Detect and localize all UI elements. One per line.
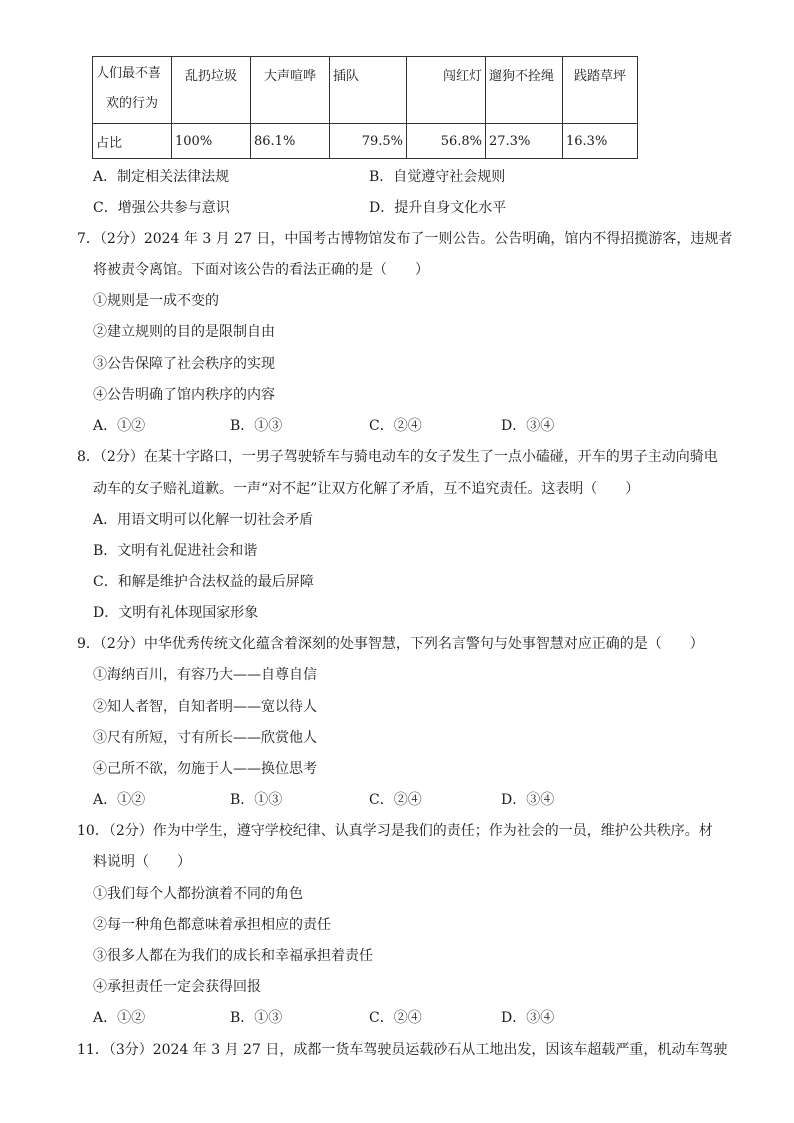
- q8-option-c[interactable]: C．和解是维护合法权益的最后屏障: [93, 574, 314, 590]
- q9-option-a[interactable]: A．①②: [93, 792, 146, 808]
- q10-item-2: ②每一种角色都意味着承担相应的责任: [93, 917, 331, 933]
- survey-table-container: [92, 56, 638, 159]
- q10-option-d[interactable]: D．③④: [501, 1010, 555, 1026]
- q8-stem-line2: 动车的女子赔礼道歉。一声“对不起”让双方化解了矛盾，互不追究责任。这表明（ ）: [93, 481, 640, 497]
- q11-stem-line1: 11．（3分）2024 年 3 月 27 日，成都一货车驾驶员运载砂石从工地出发，因该车超载严重，机动车驾驶: [77, 1042, 728, 1058]
- q9-option-b[interactable]: B．①③: [230, 792, 283, 808]
- q8-option-d[interactable]: D．文明有礼体现国家形象: [93, 605, 259, 621]
- q9-item-1: ①海纳百川，有容乃大——自尊自信: [93, 667, 317, 683]
- table-header-row: [93, 57, 638, 124]
- q7-stem-line2: 将被责令离馆。下面对该公告的看法正确的是（ ）: [93, 262, 429, 278]
- q10-item-3: ③很多人都在为我们的成长和幸福承担着责任: [93, 948, 373, 964]
- table-cell: 27.3%: [486, 124, 563, 159]
- q6-option-d[interactable]: D．提升自身文化水平: [369, 200, 507, 216]
- q7-item-4: ④公告明确了馆内秩序的内容: [93, 387, 275, 403]
- table-header-cell: 插队: [330, 57, 407, 124]
- q10-stem-line2: 料说明（ ）: [93, 854, 191, 870]
- q6-option-c[interactable]: C．增强公共参与意识: [93, 200, 230, 216]
- survey-table: [92, 56, 638, 159]
- q9-option-d[interactable]: D．③④: [501, 792, 555, 808]
- q9-stem-line1: 9．（2分）中华优秀传统文化蕴含着深刻的处事智慧，下列名言警句与处事智慧对应正确的是（ ）: [77, 636, 704, 652]
- q7-item-1: ①规则是一成不变的: [93, 293, 219, 309]
- table-header-cell: 乱扔垃圾: [172, 57, 251, 124]
- table-cell: 16.3%: [563, 124, 638, 159]
- q10-stem-line1: 10．（2分）作为中学生，遵守学校纪律、认真学习是我们的责任；作为社会的一员，维护公共秩序。材: [77, 823, 713, 839]
- q10-item-1: ①我们每个人都扮演着不同的角色: [93, 886, 303, 902]
- q10-option-b[interactable]: B．①③: [230, 1010, 283, 1026]
- q8-stem-line1: 8．（2分）在某十字路口，一男子驾驶轿车与骑电动车的女子发生了一点小磕碰，开车的男子主动向骑电: [77, 449, 718, 465]
- table-header-cell: 大声喧哗: [251, 57, 330, 124]
- table-header-cell: 闯红灯: [407, 57, 486, 124]
- table-cell: 79.5%: [330, 124, 407, 159]
- q7-option-a[interactable]: A．①②: [93, 418, 146, 434]
- table-cell: 56.8%: [407, 124, 486, 159]
- table-cell: 100%: [172, 124, 251, 159]
- q8-option-a[interactable]: A．用语文明可以化解一切社会矛盾: [93, 512, 314, 528]
- q7-option-b[interactable]: B．①③: [230, 418, 283, 434]
- q7-stem-line1: 7．（2分）2024 年 3 月 27 日，中国考古博物馆发布了一则公告。公告明确，馆内不得招揽游客，违规者: [77, 231, 733, 247]
- q7-item-3: ③公告保障了社会秩序的实现: [93, 356, 275, 372]
- table-header-cell: 践踏草坪: [563, 57, 638, 124]
- table-cell: 占比: [93, 124, 172, 159]
- q7-option-c[interactable]: C．②④: [369, 418, 422, 434]
- table-cell: 86.1%: [251, 124, 330, 159]
- q9-option-c[interactable]: C．②④: [369, 792, 422, 808]
- q9-item-3: ③尺有所短，寸有所长——欣赏他人: [93, 730, 317, 746]
- q6-option-b[interactable]: B．自觉遵守社会规则: [369, 169, 506, 185]
- q6-option-a[interactable]: A．制定相关法律法规: [93, 169, 230, 185]
- q7-item-2: ②建立规则的目的是限制自由: [93, 324, 275, 340]
- q10-option-a[interactable]: A．①②: [93, 1010, 146, 1026]
- table-header-cell: 人们最不喜 欢的行为: [93, 57, 172, 124]
- q9-item-4: ④己所不欲，勿施于人——换位思考: [93, 761, 317, 777]
- q9-item-2: ②知人者智，自知者明——宽以待人: [93, 699, 317, 715]
- table-data-row: [93, 124, 638, 159]
- q10-option-c[interactable]: C．②④: [369, 1010, 422, 1026]
- q7-option-d[interactable]: D．③④: [501, 418, 555, 434]
- q10-item-4: ④承担责任一定会获得回报: [93, 979, 261, 995]
- q8-option-b[interactable]: B．文明有礼促进社会和谐: [93, 543, 258, 559]
- table-header-cell: 遛狗不拴绳: [486, 57, 563, 124]
